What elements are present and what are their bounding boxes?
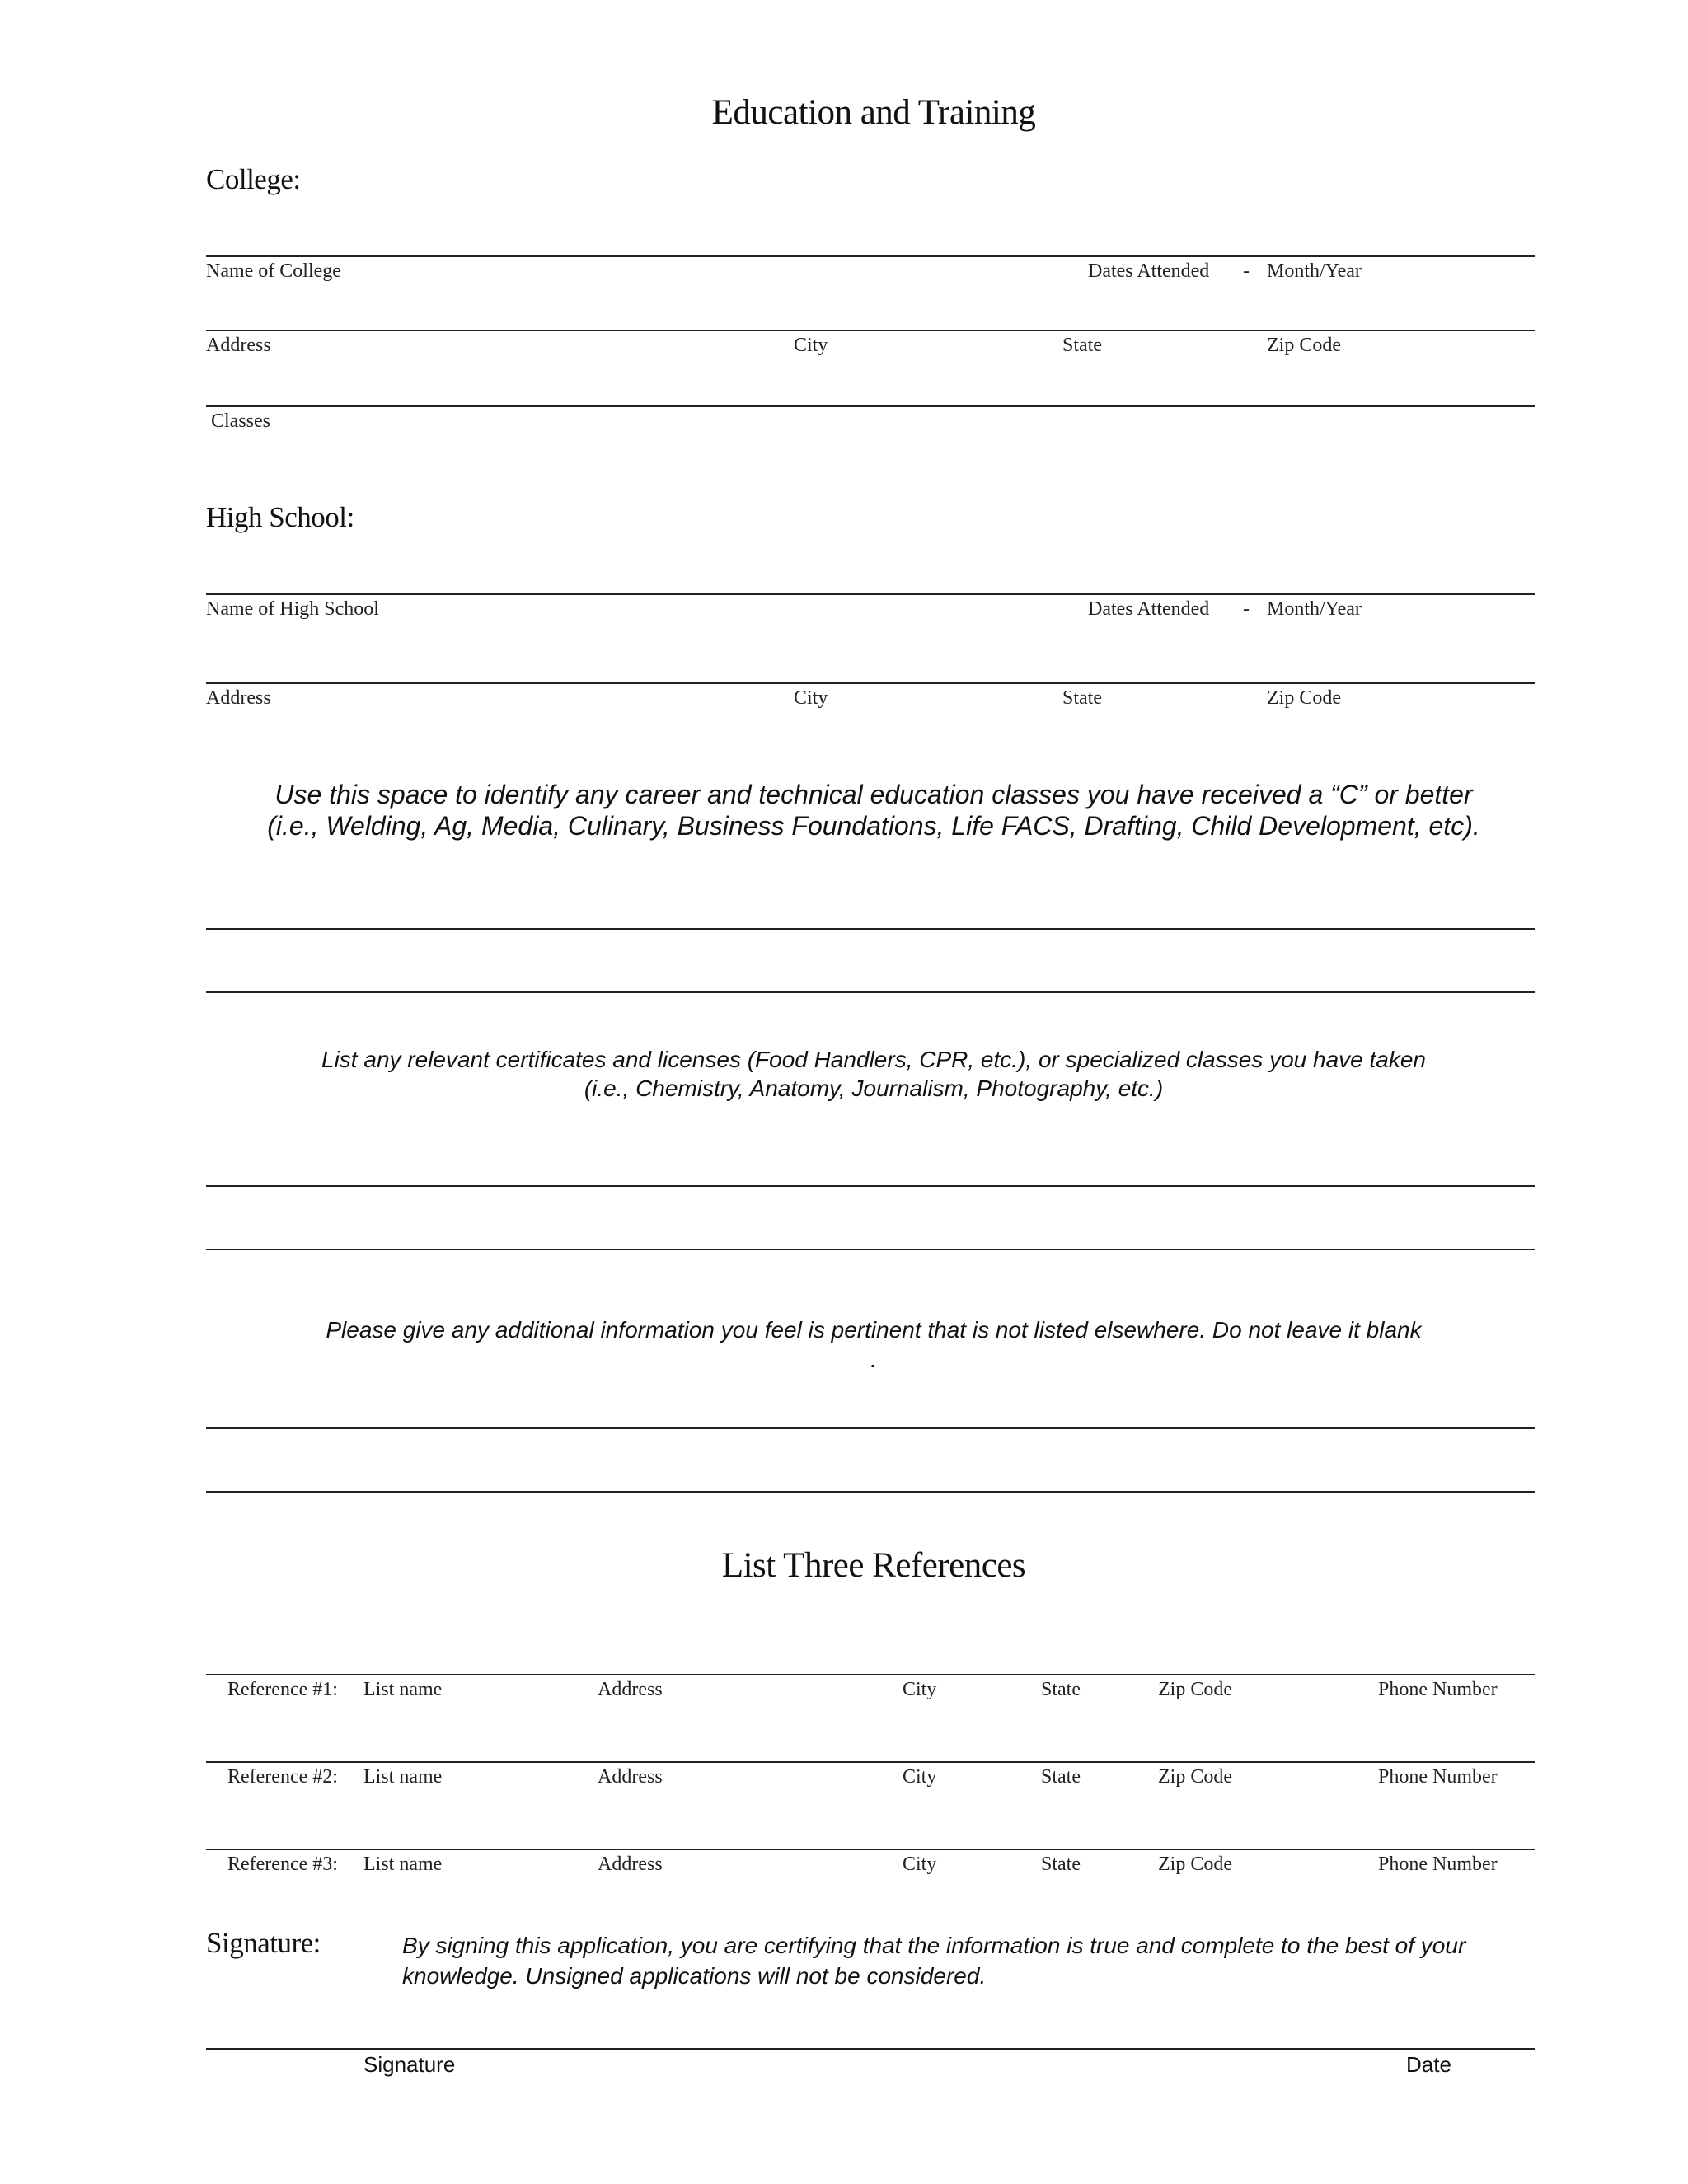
reference-1-zip-label: Zip Code <box>1158 1679 1232 1700</box>
high-school-address-label: Address <box>206 687 271 709</box>
college-classes-label: Classes <box>211 410 270 432</box>
high-school-name-field[interactable] <box>206 593 1535 595</box>
high-school-dates-label: Dates Attended <box>1088 598 1210 620</box>
cte-instructions <box>206 779 1541 841</box>
page-title: Education and Training <box>711 93 1036 132</box>
reference-1-name-label: List name <box>363 1679 443 1700</box>
certs-answer-line-2[interactable] <box>206 1249 1535 1250</box>
additional-answer-line-2[interactable] <box>206 1491 1535 1493</box>
reference-2-phone-label: Phone Number <box>1378 1766 1498 1788</box>
references-heading: List Three References <box>721 1546 1026 1585</box>
signature-heading: Signature: <box>206 1927 321 1959</box>
high-school-dash: - <box>1243 598 1250 620</box>
high-school-month-label: Month/Year <box>1267 598 1362 620</box>
college-heading: College: <box>206 163 301 195</box>
college-city-label: City <box>794 335 828 356</box>
signature-statement: By signing this application, you are certifying that the information is true and complete to the best of your knowledge. Unsigned applications will not be considered. <box>402 1933 1466 1989</box>
additional-answer-line-1[interactable] <box>206 1427 1535 1429</box>
reference-1-phone-label: Phone Number <box>1378 1679 1498 1700</box>
reference-1-address-label: Address <box>598 1679 663 1700</box>
certs-answer-line-1[interactable] <box>206 1185 1535 1187</box>
reference-2-address-label: Address <box>598 1766 663 1788</box>
certs-line-2: (i.e., Chemistry, Anatomy, Journalism, Photography, etc.) <box>584 1076 1164 1101</box>
reference-2-number: Reference #2: <box>227 1766 338 1788</box>
college-name-field[interactable] <box>206 255 1535 257</box>
high-school-zip-label: Zip Code <box>1267 687 1341 709</box>
reference-3-number: Reference #3: <box>227 1854 338 1875</box>
cte-line-1: Use this space to identify any career and technical education classes you have received a “C” or better <box>274 780 1473 809</box>
additional-instructions <box>206 1315 1541 1375</box>
date-label: Date <box>1406 2052 1451 2077</box>
high-school-name-label: Name of High School <box>206 598 379 620</box>
college-classes-field[interactable] <box>206 405 1535 407</box>
reference-3-address-label: Address <box>598 1854 663 1875</box>
college-name-label: Name of College <box>206 260 341 282</box>
reference-3-field[interactable] <box>206 1849 1535 1850</box>
reference-3-zip-label: Zip Code <box>1158 1854 1232 1875</box>
reference-3-state-label: State <box>1041 1854 1081 1875</box>
reference-3-city-label: City <box>903 1854 937 1875</box>
college-zip-label: Zip Code <box>1267 335 1341 356</box>
reference-2-state-label: State <box>1041 1766 1081 1788</box>
reference-1-number: Reference #1: <box>227 1679 338 1700</box>
reference-1-field[interactable] <box>206 1674 1535 1675</box>
high-school-state-label: State <box>1062 687 1102 709</box>
college-address-field[interactable] <box>206 330 1535 331</box>
reference-2-zip-label: Zip Code <box>1158 1766 1232 1788</box>
reference-3-phone-label: Phone Number <box>1378 1854 1498 1875</box>
cte-line-2: (i.e., Welding, Ag, Media, Culinary, Business Foundations, Life FACS, Drafting, Child Development, etc). <box>267 811 1480 841</box>
college-month-label: Month/Year <box>1267 260 1362 282</box>
reference-1-city-label: City <box>903 1679 937 1700</box>
signature-field[interactable] <box>206 2048 1535 2050</box>
cte-answer-line-2[interactable] <box>206 991 1535 993</box>
high-school-address-field[interactable] <box>206 682 1535 684</box>
college-dates-label: Dates Attended <box>1088 260 1210 282</box>
reference-2-field[interactable] <box>206 1761 1535 1763</box>
signature-label: Signature <box>363 2052 456 2077</box>
reference-2-name-label: List name <box>363 1766 443 1788</box>
reference-1-state-label: State <box>1041 1679 1081 1700</box>
college-address-label: Address <box>206 335 271 356</box>
additional-line-2: . <box>870 1347 877 1372</box>
reference-3-name-label: List name <box>363 1854 443 1875</box>
reference-2-city-label: City <box>903 1766 937 1788</box>
college-state-label: State <box>1062 335 1102 356</box>
high-school-city-label: City <box>794 687 828 709</box>
high-school-heading: High School: <box>206 501 354 533</box>
cte-answer-line-1[interactable] <box>206 928 1535 930</box>
certs-instructions <box>206 1045 1541 1103</box>
additional-line-1: Please give any additional information you feel is pertinent that is not listed elsewhere. Do not leave it blank <box>326 1317 1422 1343</box>
college-dash: - <box>1243 260 1250 282</box>
certs-line-1: List any relevant certificates and licenses (Food Handlers, CPR, etc.), or specialized classes you have taken <box>321 1047 1426 1072</box>
